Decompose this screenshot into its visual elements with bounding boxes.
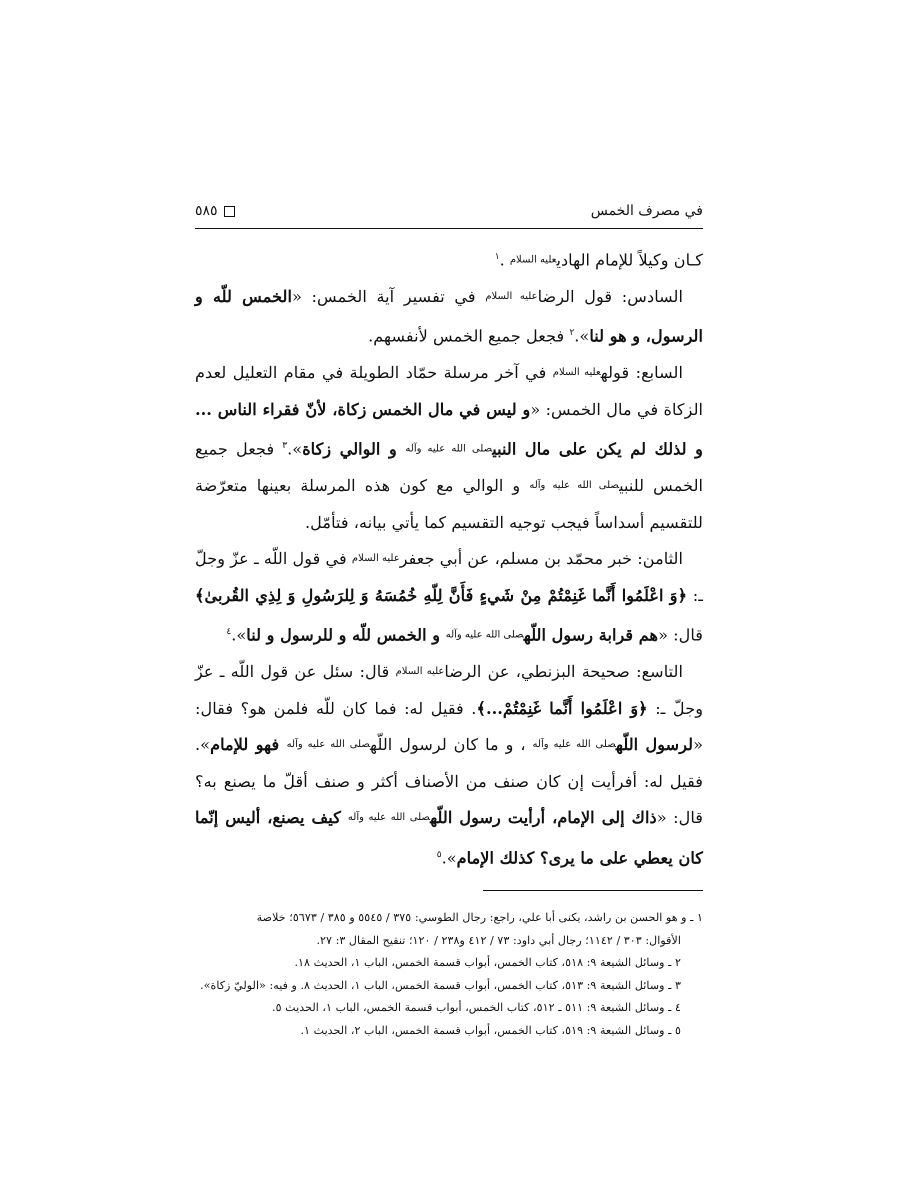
p1-b: في تفسير آية الخمس: « (291, 286, 486, 306)
quote-bold: لرسول اللّه (615, 735, 694, 755)
honorific: صلى الله عليه وآله (286, 739, 371, 751)
honorific: عليه السلام (395, 666, 445, 678)
header-title: في مصرف الخمس (590, 203, 703, 219)
main-text (195, 239, 703, 876)
p1-a: السادس: قول الرضا (537, 286, 683, 306)
footnote-ref: ١ (494, 252, 500, 262)
running-header (195, 200, 703, 229)
p2-d: فجعل جميع الخمس للنبي (195, 439, 703, 496)
honorific: عليه السلام (351, 553, 400, 565)
quote-bold: و الخمس للّه و للرسول و لنا (246, 625, 446, 645)
p3-d: ». (231, 625, 247, 645)
p4-b: قال: سئل عن قول اللّه ـ عزّ وجلّ ـ: (195, 662, 704, 718)
honorific: عليه السلام (509, 254, 557, 266)
honorific: صلى الله عليه وآله (532, 739, 616, 751)
footnote-1: ١ ـ و هو الحسن بن راشد، يكنى أبا علي، راجع: رجال الطوسي: ٣٧٥ / ٥٥٤٥ و ٣٨٥ / ٥٦٧٣؛ خلاصة (256, 911, 703, 925)
footnote-4: ٤ ـ وسائل الشيعة ٩: ٥١١ ـ ٥١٢، كتاب الخمس، أبواب قسمة الخمس، الباب ١، الحديث ٥. (272, 1001, 681, 1015)
paragraph-1 (195, 279, 703, 355)
p2-c: ». (287, 439, 303, 459)
footnote-ref: ٥ (436, 849, 442, 860)
footnote-3: ٣ ـ وسائل الشيعة ٩: ٥١٣، كتاب الخمس، أبواب قسمة الخمس، الباب ١، الحديث ٨. و فيه: «الوليّ زكاة». (200, 978, 681, 992)
footnote-5: ٥ ـ وسائل الشيعة ٩: ٥١٩، كتاب الخمس، أبواب قسمة الخمس، الباب ٢، الحديث ١. (300, 1023, 681, 1037)
footnote-1-cont: الأقوال: ٣٠٣ / ١١٤٢؛ رجال أبي داود: ٧٣ / ٤١٢ و٢٣٨ / ١٢٠؛ تنقيح المقال ٣: ٢٧. (316, 933, 681, 947)
page-number: ٥٨٥ (195, 203, 218, 219)
quote-bold: و ليس في مال الخمس زكاة، لأنّ فقراء الناس ... و لذلك لم يكن على مال النبي (195, 399, 703, 459)
quote-bold: الخمس للّه و الرسول، و هو لنا (195, 286, 703, 346)
footnote-ref: ٣ (282, 441, 288, 452)
honorific: صلى الله عليه وآله (405, 443, 493, 455)
quote-bold: فهو للإمام (210, 735, 287, 755)
footnote-2: ٢ ـ وسائل الشيعة ٩: ٥١٨، كتاب الخمس، أبواب قسمة الخمس، الباب ١، الحديث ١٨. (294, 956, 681, 970)
quote-bold: ذاك إلى الإمام، أرأيت رسول اللّه (430, 808, 657, 828)
p1-c: ». (574, 326, 590, 346)
p4-c: . فقيل له: فما كان للّه فلمن هو؟ فقال: « (195, 698, 704, 755)
p1-d: فجعل جميع الخمس لأنفسهم. (368, 326, 570, 346)
p2-b: في آخر مرسلة حمّاد الطويلة في مقام التعليل لعدم الزكاة في مال الخمس: « (195, 363, 703, 419)
honorific: صلى الله عليه وآله (529, 480, 620, 492)
quran-verse: ﴿وَ اعْلَمُوا أَنَّما غَنِمْتُمْ مِنْ شَيءٍ فَأَنَّ لِلّهِ خُمُسَهُ وَ لِلرَسُولِ وَ لِذِي القُربىٰ﴾ (195, 585, 688, 605)
honorific: عليه السلام (485, 290, 538, 302)
quran-verse: ﴿وَ اعْلَمُوا أَنَّما غَنِمْتُمْ...﴾ (476, 698, 648, 718)
page-number-group (195, 203, 235, 219)
p4-f: ». (441, 847, 457, 867)
footnotes (195, 907, 703, 1042)
p3-b: في قول اللّه ـ عزّ وجلّ ـ: (195, 549, 704, 605)
p4-a: التاسع: صحيحة البزنطي، عن الرضا (444, 662, 683, 682)
p0-text: كـان وكيلاً للإمام الهادي (556, 250, 703, 270)
p2-a: السابع: قوله (600, 363, 683, 383)
square-outline-icon (224, 206, 235, 217)
p3-c: قال: « (658, 625, 703, 645)
honorific: عليه السلام (552, 367, 601, 379)
quote-bold: هم قرابة رسول اللّه (523, 625, 659, 645)
footnote-ref: ٤ (226, 627, 232, 638)
quote-bold: كيف يصنع، أليس إنّما كان يعطي على ما يرى؟ كذلك الإمام (195, 808, 703, 867)
p4-e: ». فقيل له: أفرأيت إن كان صنف من الأصناف أكثر و صنف أقلّ ما يصنع به؟ قال: « (195, 735, 704, 828)
honorific: صلى الله عليه وآله (445, 629, 524, 641)
honorific: صلى الله عليه وآله (347, 812, 431, 824)
paragraph-4 (195, 654, 703, 876)
p4-d: ، و ما كان لرسول اللّه (370, 735, 533, 755)
paragraph-0 (195, 239, 703, 279)
footnote-ref: ٢ (569, 328, 575, 339)
quote-bold: و الوالي زكاة (302, 439, 406, 459)
p0-end: . (499, 250, 510, 270)
book-page (195, 200, 703, 1042)
paragraph-2 (195, 355, 703, 541)
p3-a: الثامن: خبر محمّد بن مسلم، عن أبي جعفر (399, 549, 683, 569)
footnote-divider (483, 890, 703, 891)
p2-e: و الوالي مع كون هذه المرسلة بعينها متعرّضة للتقسيم أسداساً فيجب توجيه التقسيم كما يأتي بيانه، فتأمّل. (195, 476, 703, 532)
paragraph-3 (195, 541, 703, 654)
